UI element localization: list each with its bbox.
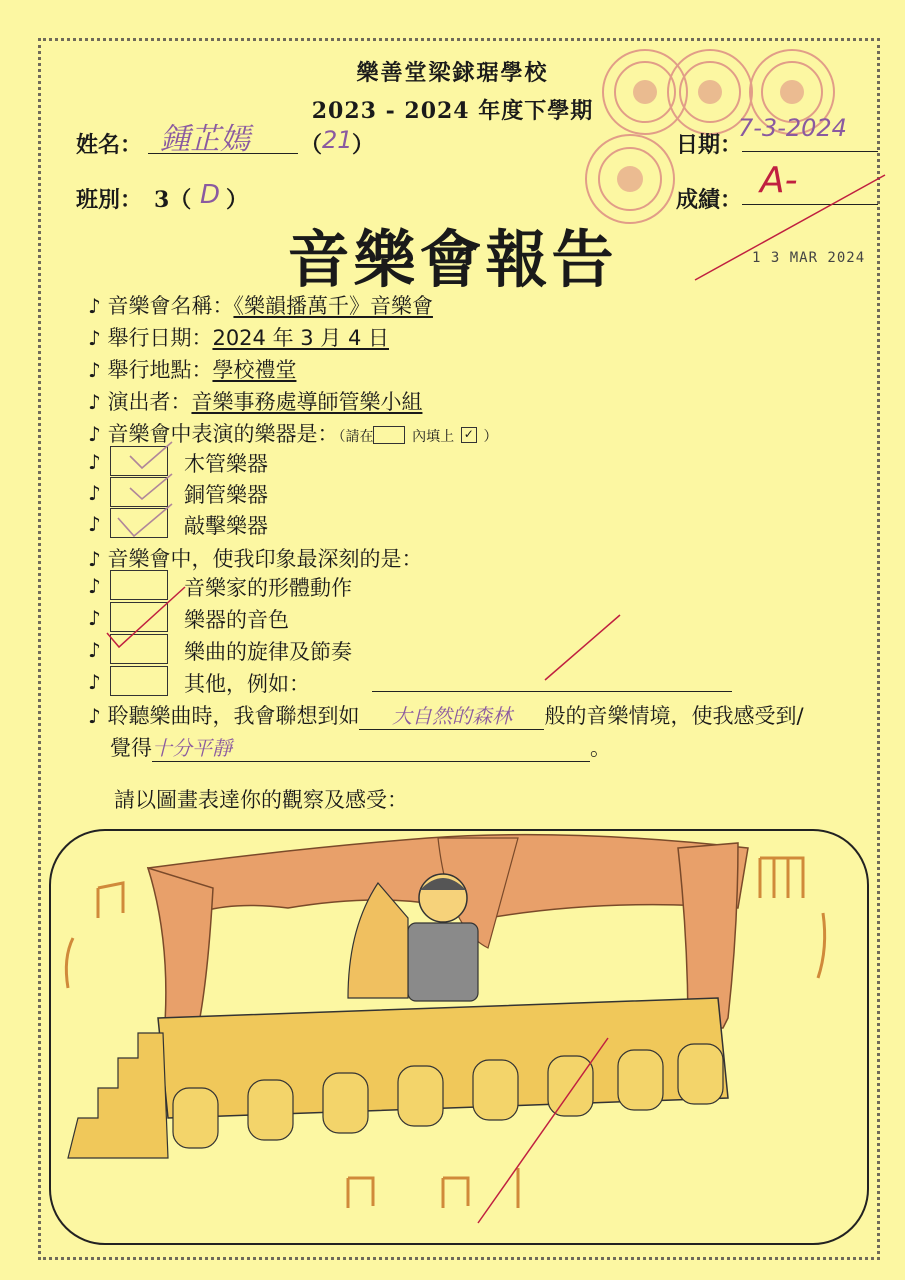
music-note-icon: ♪ — [88, 481, 101, 505]
grade-label: 成績： — [676, 187, 743, 213]
teacher-tick-icon — [105, 585, 625, 685]
date-line — [742, 150, 878, 152]
instruments-question-text: 音樂會中表演的樂器是： — [107, 422, 339, 446]
check-marks-icon — [110, 436, 190, 546]
music-note-icon: ♪ — [88, 638, 101, 662]
performer-row — [88, 386, 422, 416]
brass-label: 銅管樂器 — [184, 483, 268, 507]
draw-prompt: 請以圖畫表達你的觀察及感受： — [114, 788, 408, 812]
concert-date-row — [88, 322, 389, 352]
music-note-icon: ♪ — [88, 704, 101, 728]
melody-label: 樂曲的旋律及節奏 — [184, 640, 352, 664]
term-title: 2023 - 2024 年度下學期 — [311, 98, 594, 124]
percussion-label: 敲擊樂器 — [184, 514, 268, 538]
concert-name-label: 音樂會名稱： — [107, 294, 234, 318]
music-note-icon: ♪ — [88, 422, 101, 446]
concert-date-label: 舉行日期： — [107, 326, 213, 350]
number-value: 21 — [322, 126, 353, 154]
music-note-icon: ♪ — [88, 547, 101, 571]
stamp-date: 1 3 MAR 2024 — [752, 250, 866, 266]
listen-answer: 大自然的森林 — [359, 700, 544, 730]
class-letter: D — [200, 180, 221, 210]
listen-text-a: 聆聽樂曲時，我會聯想到如 — [107, 704, 360, 728]
music-note-icon: ♪ — [88, 606, 101, 630]
woodwind-label: 木管樂器 — [184, 452, 268, 476]
performer-value: 音樂事務處導師管樂小組 — [191, 390, 423, 414]
impression-question — [88, 543, 422, 573]
venue-value: 學校禮堂 — [212, 358, 297, 382]
venue-label: 舉行地點： — [107, 358, 213, 382]
music-note-icon: ♪ — [88, 358, 101, 382]
music-note-icon: ♪ — [88, 512, 101, 536]
timbre-label: 樂器的音色 — [184, 608, 289, 632]
number-close: ） — [352, 132, 375, 158]
grade-value: A- — [760, 160, 798, 201]
concert-drawing — [48, 828, 870, 1248]
listen-text-b: 般的音樂情境，使我感受到/ — [544, 704, 804, 728]
impression-question-text: 音樂會中，使我印象最深刻的是： — [107, 547, 423, 571]
school-name: 樂善堂梁銶琚學校 — [356, 60, 549, 86]
other-line — [372, 690, 732, 692]
other-label: 其他，例如： — [184, 672, 310, 696]
feel-answer: 十分平靜 — [152, 732, 590, 762]
movement-label: 音樂家的形體動作 — [184, 576, 352, 600]
concert-name-value: 《樂韻播萬千》音樂會 — [233, 294, 433, 318]
number-open: （ — [300, 132, 323, 158]
venue-row — [88, 354, 296, 384]
name-label: 姓名： — [76, 132, 143, 158]
feel-row — [110, 732, 611, 762]
music-note-icon: ♪ — [88, 294, 101, 318]
concert-date-value: 2024 年 3 月 4 日 — [212, 326, 389, 350]
listen-row — [88, 700, 804, 730]
feel-text: 覺得 — [110, 736, 152, 760]
concert-name-row — [88, 290, 433, 320]
performer-label: 演出者： — [107, 390, 192, 414]
music-note-icon: ♪ — [88, 574, 101, 598]
date-value: 7-3-2024 — [738, 114, 847, 142]
music-note-icon: ♪ — [88, 390, 101, 414]
instruments-note-a: （請在 — [338, 429, 374, 445]
instruments-note-b: 內填上 — [412, 429, 455, 445]
class-label: 班別： — [76, 187, 143, 213]
report-title: 音樂會報告 — [287, 223, 618, 296]
class-grade: 3（ — [154, 187, 192, 213]
checkbox-icon — [373, 426, 405, 444]
music-note-icon: ♪ — [88, 326, 101, 350]
check-mark-icon: ✓ — [461, 427, 477, 443]
date-label: 日期： — [676, 132, 743, 158]
feel-end: 。 — [590, 736, 611, 760]
music-note-icon: ♪ — [88, 670, 101, 694]
name-value: 鍾芷嫣 — [160, 122, 250, 157]
class-close: ） — [226, 187, 249, 213]
music-note-icon: ♪ — [88, 450, 101, 474]
instruments-note-c: ） — [483, 429, 498, 445]
